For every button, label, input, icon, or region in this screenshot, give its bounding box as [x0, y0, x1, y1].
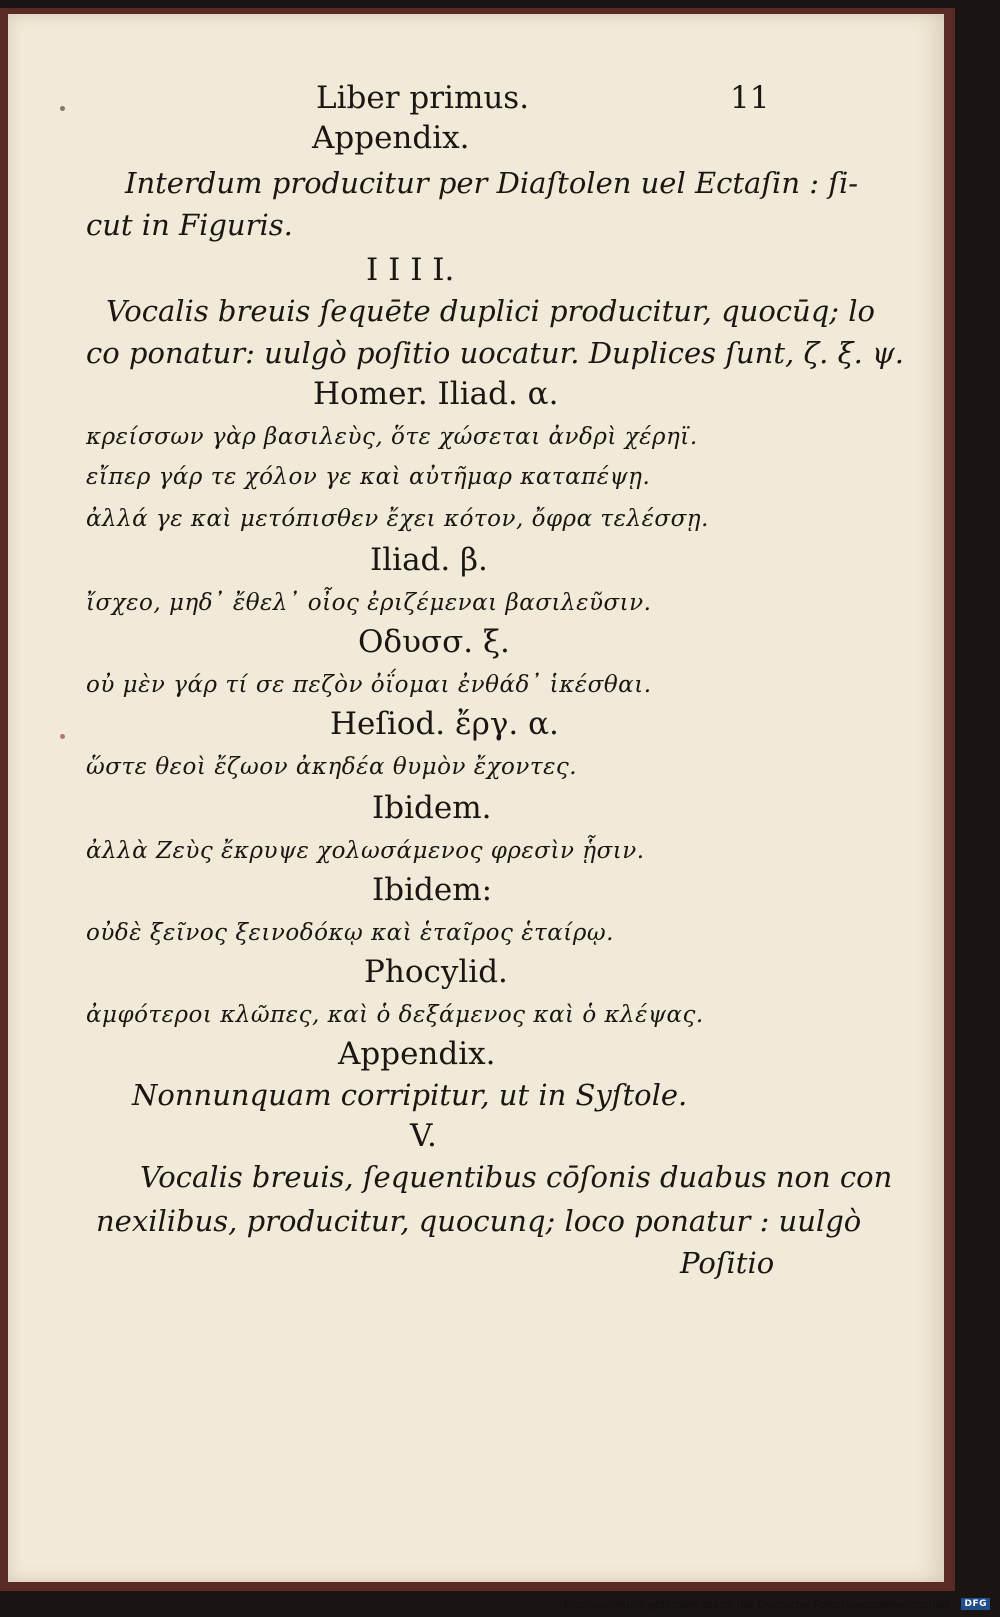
- greek-verse: ἀλλὰ Ζεὺς ἔκρυψε χολωσάμενος φρεσὶν ᾗσιν.: [86, 838, 645, 864]
- text-line: Interdum producitur per Diaſtolen uel Ectaſin : ſi-: [125, 166, 859, 200]
- citation-heading: Ibidem.: [372, 790, 492, 826]
- ink-speck: [60, 106, 65, 111]
- credit-text: Digitalisierung gefördert durch die Deutsche Forschungsgemeinschaft -: [564, 1597, 958, 1611]
- folio-number: 11: [730, 80, 770, 116]
- dfg-logo: DFG: [961, 1598, 990, 1610]
- greek-verse: οὐ μὲν γάρ τί σε πεζὸν ὀΐομαι ἐνθάδ᾽ ἱκέσθαι.: [86, 672, 652, 698]
- greek-verse: κρείσσων γὰρ βασιλεὺς, ὅτε χώσεται ἀνδρὶ χέρηϊ.: [86, 424, 698, 450]
- heading-appendix: Appendix.: [312, 120, 470, 156]
- text-line: Vocalis breuis, ſequentibus cōſonis duabus non con: [140, 1160, 893, 1194]
- digitization-credit: [564, 1595, 990, 1613]
- rule-number: I I I I.: [366, 252, 455, 288]
- running-head: Liber primus.: [316, 80, 530, 116]
- heading-appendix: Appendix.: [338, 1036, 496, 1072]
- catchword: Poſitio: [680, 1246, 775, 1280]
- citation-heading: Οδυσσ. ξ.: [358, 624, 510, 660]
- citation-heading: Ibidem:: [372, 872, 493, 908]
- greek-verse: εἴπερ γάρ τε χόλον γε καὶ αὐτῆμαρ καταπέψῃ.: [86, 464, 651, 490]
- text-line: co ponatur: uulgò poſitio uocatur. Duplices ſunt, ζ. ξ. ψ.: [86, 336, 904, 370]
- rule-number: V.: [410, 1118, 437, 1154]
- book-page: [8, 14, 944, 1582]
- citation-heading: Heſiod. ἔργ. α.: [330, 706, 559, 742]
- citation-heading: Phocylid.: [364, 954, 508, 990]
- ink-speck: [60, 734, 65, 739]
- text-line: Vocalis breuis ſequēte duplici producitur, quocūq; lo: [106, 294, 875, 328]
- greek-verse: ἴσχεο, μηδ᾽ ἔθελ᾽ οἶος ἐριζέμεναι βασιλεῦσιν.: [86, 590, 652, 616]
- text-line: Nonnunquam corripitur, ut in Syſtole.: [132, 1078, 688, 1112]
- greek-verse: ἀμφότεροι κλῶπες, καὶ ὁ δεξάμενος καὶ ὁ κλέψας.: [86, 1002, 704, 1028]
- citation-heading: Iliad. β.: [370, 542, 488, 578]
- greek-verse: ὥστε θεοὶ ἔζωον ἀκηδέα θυμὸν ἔχοντες.: [86, 754, 578, 780]
- text-line: nexilibus, producitur, quocunq; loco ponatur : uulgò: [96, 1204, 862, 1238]
- greek-verse: οὐδὲ ξεῖνος ξεινοδόκῳ καὶ ἑταῖρος ἑταίρῳ.: [86, 920, 614, 946]
- citation-heading: Homer. Iliad. α.: [313, 376, 559, 412]
- text-line: cut in Figuris.: [86, 208, 293, 242]
- greek-verse: ἀλλά γε καὶ μετόπισθεν ἔχει κότον, ὄφρα τελέσσῃ.: [86, 506, 709, 532]
